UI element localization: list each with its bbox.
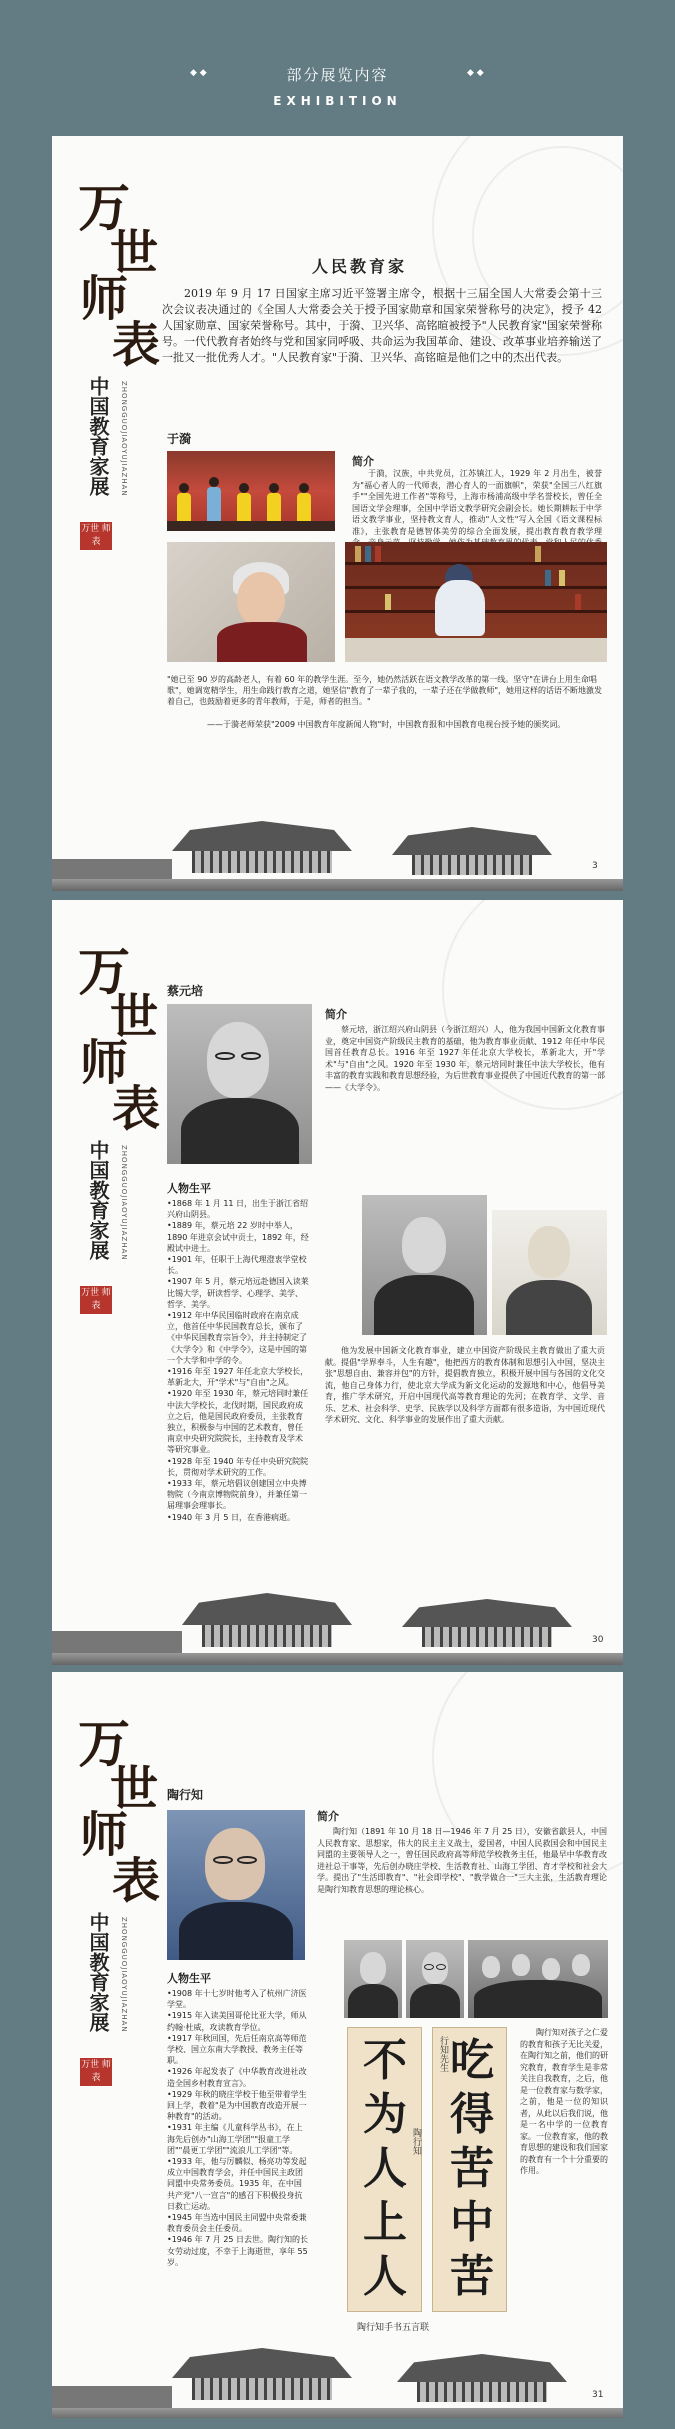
- calligraphy-signature: 陶行知: [411, 2128, 421, 2155]
- page-number: 3: [592, 861, 598, 871]
- brand-char: 师: [80, 271, 129, 327]
- brand-pinyin: ZHONGGUOJIAOYUJIAZHAN: [120, 381, 128, 497]
- timeline-item: •1940 年 3 月 5 日，在香港病逝。: [167, 1512, 295, 1522]
- panel-cai-yuanpei: [52, 900, 623, 1665]
- brand-seal: 万世 师表: [80, 2058, 112, 2086]
- brand-pinyin: ZHONGGUOJIAOYUJIAZHAN: [120, 1145, 128, 1261]
- header-subtitle: EXHIBITION: [273, 94, 402, 108]
- timeline-item: •1929 年秋的晓庄学校于他至带着学生回上学，教着"是为中国教育改造开展一种教育"的活动。: [167, 2089, 307, 2122]
- bio2-tao-xingzhi: 陶行知对孩子之仁爱的教育和孩子无比关爱，在陶行知之前，他们的研究教育，教育学生是非常关注自我教育，之后，他是一位教育家与数学家，之前，他是一位的知识者，从此以后我们说，他是一名中学的一位教育家。一位教育家，他的教育思想的建设和我们国家的教育有一个十分重要的作用。: [520, 2028, 608, 2175]
- brand-block: [74, 930, 164, 1311]
- photo-tao-xingzhi-group: [468, 1940, 608, 2018]
- brand-char: 世: [110, 989, 159, 1045]
- label-life: 人物生平: [167, 1182, 211, 1195]
- timeline-cai-yuanpei: [167, 1198, 309, 1523]
- timeline-item: •1920 年至 1930 年，蔡元培同时兼任中法大学校长，北伐时期，国民政府成立之后，他是国民政府委员，主张教育独立，积极参与中国的艺术教育，曾任南京中央研究院院长，主持教育及学术等研究事业。: [167, 1389, 309, 1455]
- timeline-item: •1916 年至 1927 年任北京大学校长，革新北大，开"学术"与"自由"之风。: [167, 1367, 309, 1388]
- photo-tao-xingzhi-1: [344, 1940, 402, 2018]
- palace-illustration: [52, 811, 623, 891]
- label-intro: 简介: [352, 455, 374, 468]
- bio-yu-yi: 于漪，汉族，中共党员，江苏镇江人，1929 年 2 月出生，被誉为"福心者人的一代师表，潜心育人的一面旗帜"，荣获"全国三八红旗手""全国先进工作者"等称号，上海市杨浦高级中学名誉校长，曾任全国语文学会理事，全国中学语文教学研究会副会长。她长期耕耘于中学语文教学事业，坚持教文育人，推动"人文性"写入全国《语文课程标准》，主张教育是德智体美劳的综合全面发展，提出教育教育教学理: [352, 469, 602, 536]
- brand-char: 万: [78, 1714, 131, 1775]
- photo-yu-yi-library: [345, 542, 607, 662]
- brand-char: 表: [112, 317, 161, 373]
- timeline-item: •1928 年至 1940 年专任中央研究院院长，贯彻对学术研究的工作。: [167, 1456, 309, 1477]
- page-number: 31: [592, 2390, 604, 2400]
- brand-block: [74, 1702, 164, 2083]
- timeline-item: •1907 年 5 月，蔡元培远赴德国入读莱比锡大学，研读哲学、心理学、美学、哲学、美学。: [167, 1277, 309, 1309]
- person-name-yu-yi: 于漪: [167, 432, 192, 446]
- yu-yi-award-quote: "她已至 90 岁的高龄老人，有着 60 年的教学生涯。至今，她仍然活跃在语文教学改革的第一线。坚守"在讲台上用生命唱歌"，她调宽精学生，用生命践行教育之道，她坚信"教育了一辈子我的，一辈子还在学做教师"，她用这样的话语不断地激发着自己，也鼓励着更多的青年教师，于是，师者的担当。": [167, 675, 603, 706]
- calligraphy-char: 人: [363, 2143, 407, 2194]
- brand-char: 世: [110, 1761, 159, 1817]
- calligraphy-scroll-right: [432, 2027, 507, 2312]
- brand-char: 万: [78, 178, 131, 239]
- brand-pinyin: ZHONGGUOJIAOYUJIAZHAN: [120, 1917, 128, 2033]
- brand-char: 万: [78, 942, 131, 1003]
- brand-vertical-title: 中国教育家展: [86, 376, 110, 496]
- calligraphy-char: 上: [363, 2197, 407, 2248]
- timeline-item: •1931 年主编《儿童科学丛书》，在上海先后创办"山海工学团""报童工学团""晨更工学团""流浪儿工学团"等。: [167, 2123, 303, 2155]
- calligraphy-char: 苦: [450, 2143, 494, 2194]
- header-title: 部分展览内容: [286, 66, 389, 84]
- timeline-item: •1912 年中华民国临时政府在南京成立，他首任中华民国教育总长，颁布了《中华民国教育宗旨令》，并主持制定了《大学令》和《中学令》，这是中国的第一个大学和中学的令。: [167, 1311, 307, 1365]
- section-intro: 2019 年 9 月 17 日国家主席习近平签署主席令，根据十三届全国人大常委会第十三次会议表决通过的《全国人大常委会关于授予国家勋章和国家荣誉称号的决定》，授予 42 人国家勋章、国家荣誉称号。其中，于漪、卫兴华、高铭暄被授予"人民教育家"国家荣誉称号。一代代教育者始终与党和国家同呼吸、共命运为我国革命、建设、改革事业培养输送了一批又一批优秀人才。"人民教育家"于漪、卫兴华、高铭暄是他们之中的杰出代表。: [162, 287, 602, 364]
- timeline-tao-xingzhi: [167, 1988, 309, 2268]
- brand-char: 师: [80, 1807, 129, 1863]
- calligraphy-char: 吃: [450, 2035, 494, 2086]
- calligraphy-char: 中: [450, 2197, 494, 2248]
- calligraphy-char: 不: [363, 2035, 407, 2086]
- calligraphy-note: 行知先生: [438, 2036, 448, 2072]
- photo-cai-yuanpei-sketch: [492, 1210, 607, 1335]
- timeline-item: •1933 年，他与厉麟似、杨亮功等发起成立中国教育学会，并任中国民主政团同盟中央常务委员。1935 年，在中国共产党"八一宣言"的感召下积极投身抗日救亡运动。: [167, 2157, 307, 2211]
- brand-seal: 万世 师表: [80, 522, 112, 550]
- photo-tao-xingzhi-2: [406, 1940, 464, 2018]
- page-number: 30: [592, 1635, 604, 1645]
- timeline-item: •1933 年，蔡元培倡议创建国立中央博物院（今南京博物院前身），并兼任第一届理事会理事长。: [167, 1479, 307, 1511]
- photo-yu-yi-portrait: [167, 542, 335, 662]
- calligraphy-char: 苦: [450, 2251, 494, 2302]
- timeline-item: •1901 年，任职于上海代理澄衷学堂校长。: [167, 1255, 307, 1276]
- timeline-item: •1889 年，蔡元培 22 岁时中举人，1890 年进京会试中贡士，1892 年，经殿试中进士。: [167, 1221, 309, 1253]
- calligraphy-char: 人: [363, 2251, 407, 2302]
- yu-yi-quote-source: ——于漪老师荣获"2009 中国教育年度新闻人物"时，中国教育报和中国教育电视台授予她的颁奖词。: [207, 720, 566, 729]
- person-name-tao-xingzhi: 陶行知: [167, 1788, 204, 1802]
- bio2-cai-yuanpei: 他为发展中国新文化教育事业，建立中国资产阶级民主教育做出了重大贡献。提倡"学界奉斗，人生有趣"，他把西方的教育体制和思想引入中国，坚决主张"思想自由、兼容并包"的方针，提倡教育独立，积极开展中国与各国的文化交流，他自己身体力行，使北京大学成为新文化运动的发源地和中心，他倡导美育，推广学术研究，开启中国现代高等教育理论的先河；在教育学、文学、音乐、艺术、社会科学、史学、民族学以及科学方面都有很多造诣，为中国近现代学术研究、文化、科学事业的发展作出了重大贡献。: [325, 1346, 605, 1424]
- timeline-item: •1946 年 7 月 25 日去世。陶行知的长女劳动过度，不幸于上海逝世，享年 55 岁。: [167, 2235, 309, 2267]
- palace-illustration: [52, 1585, 623, 1665]
- photo-yu-yi-stage: [167, 451, 335, 531]
- timeline-item: •1868 年 1 月 11 日，出生于浙江省绍兴府山阴县。: [167, 1199, 309, 1220]
- section-title: 人民教育家: [312, 257, 408, 276]
- exhibition-header: [0, 0, 675, 130]
- bio-cai-yuanpei: 蔡元培，浙江绍兴府山阴县（今浙江绍兴）人，他为我国中国新文化教育事业，奠定中国资产阶级民主教育的基础，他为教育事业贡献、1912 年任中华民国首任教育总长。1916 年至 1927 年任北京大学校长，革新北大，开"学术"与"自由"之风。1920 年至 1930 年，蔡元培同时兼任中法大学校长，他有丰富的教育实践和教育思想经验，为后世教育事业提供了中国近代教育的第一部——《大学令》。: [325, 1025, 605, 1092]
- label-intro: 简介: [325, 1008, 347, 1021]
- brand-char: 表: [112, 1081, 161, 1137]
- diamond-ornament-left: ◆ ◆: [190, 68, 207, 78]
- panel-people-educators: [52, 136, 623, 891]
- diamond-ornament-right: ◆ ◆: [467, 68, 484, 78]
- photo-tao-xingzhi-portrait: [167, 1810, 305, 1960]
- photo-cai-yuanpei-portrait: [167, 1004, 312, 1164]
- calligraphy-char: 为: [363, 2089, 407, 2140]
- brand-vertical-title: 中国教育家展: [86, 1140, 110, 1260]
- panel-tao-xingzhi: [52, 1672, 623, 2418]
- label-intro: 简介: [317, 1810, 339, 1823]
- person-name-cai-yuanpei: 蔡元培: [167, 984, 204, 998]
- bio-tao-xingzhi: 陶行知（1891 年 10 月 18 日—1946 年 7 月 25 日），安徽省歙县人，中国人民教育家、思想家，伟大的民主主义战士，爱国者，中国人民救国会和中国民主同盟的主要领导人之一，曾任国民政府高等师范学校教务主任，他最早中华教育改进社总干事等，先后创办晓庄学校、生活教育社、山海工学团、育才学校和社会大学。提出了"生活即教育"、"社会即学校"、"教学做合一"三大主张，生活教育理论是陶行知教育思想的理论核心。: [317, 1827, 607, 1894]
- timeline-item: •1945 年当选中国民主同盟中央常委兼教育委员会主任委员。: [167, 2213, 307, 2234]
- brand-char: 表: [112, 1853, 161, 1909]
- timeline-item: •1908 年十七岁时他考入了杭州广济医学堂。: [167, 1989, 307, 2010]
- timeline-item: •1917 年秋回国，先后任南京高等师范学校、国立东南大学教授、教务主任等职。: [167, 2033, 307, 2066]
- brand-vertical-title: 中国教育家展: [86, 1912, 110, 2032]
- calligraphy-char: 得: [450, 2089, 494, 2140]
- brand-block: [74, 166, 164, 547]
- timeline-item: •1926 年起发表了《中华教育改进社改造全国乡村教育宣言》。: [167, 2067, 307, 2088]
- palace-illustration: [52, 2340, 623, 2418]
- calligraphy-caption: 陶行知手书五言联: [357, 2323, 430, 2333]
- brand-char: 世: [110, 225, 159, 281]
- brand-seal: 万世 师表: [80, 1286, 112, 1314]
- photo-cai-yuanpei-young: [362, 1195, 487, 1335]
- label-life: 人物生平: [167, 1972, 211, 1985]
- calligraphy-scroll-left: [347, 2027, 422, 2312]
- brand-char: 师: [80, 1035, 129, 1091]
- timeline-item: •1915 年入读美国哥伦比亚大学，师从约翰·杜威，攻读教育学位。: [167, 2011, 307, 2032]
